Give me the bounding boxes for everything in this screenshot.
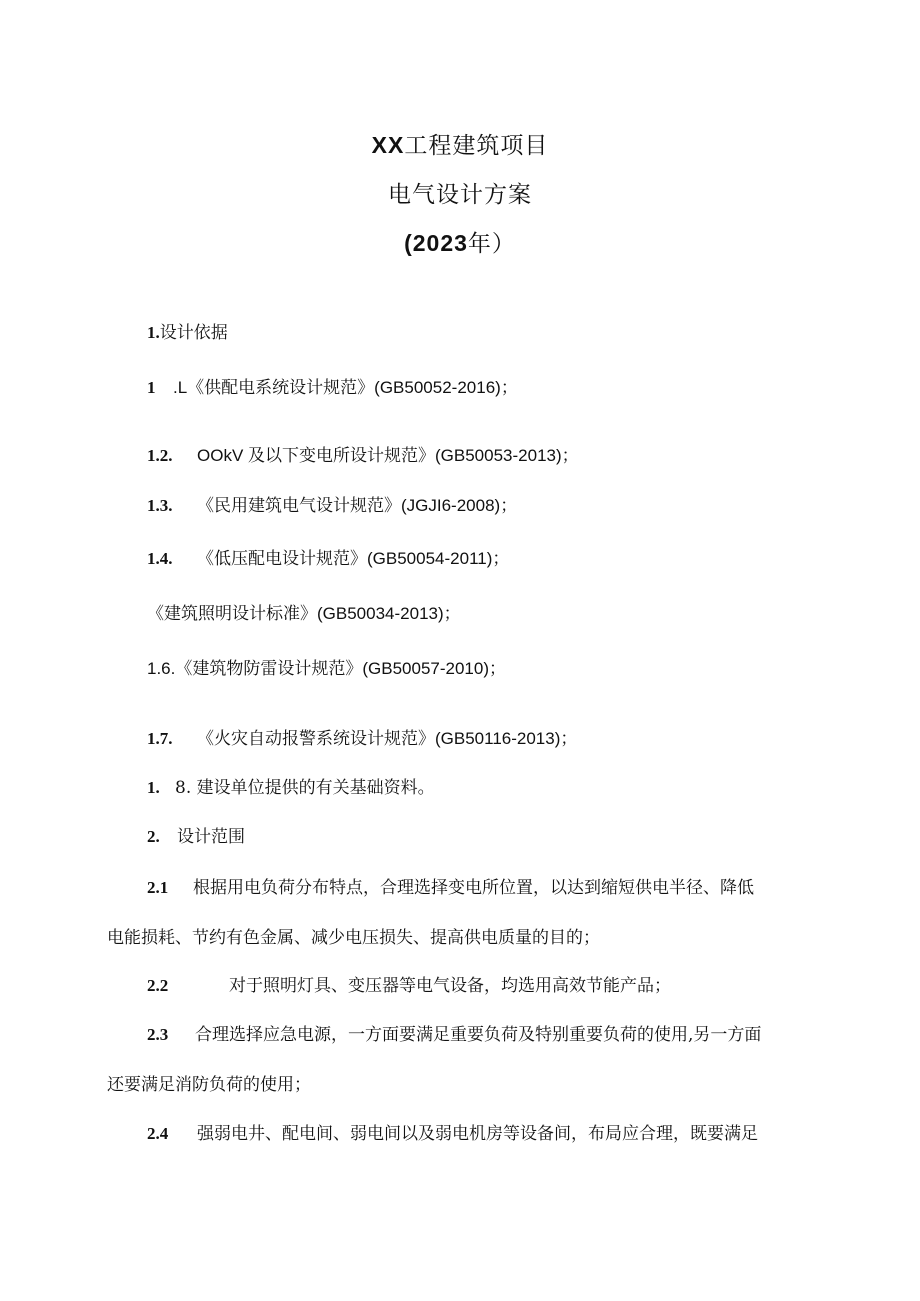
item-number: 2.4 [147,1124,169,1143]
item-number: 1 [147,378,156,397]
paragraph-item [147,974,671,998]
paragraph-item [147,876,754,900]
list-item [147,494,517,518]
doc-title-line1 [0,127,920,160]
item-number: 2.3 [147,1025,169,1044]
list-item [147,376,518,400]
item-text: 《火灾自动报警系统设计规范》(GB50116-2013)； [197,729,578,748]
paragraph-continuation: 电能损耗、节约有色金属、减少电压损失、提高供电质量的目的； [107,928,600,948]
item-number: 1.3. [147,496,173,515]
item-text: 根据用电负荷分布特点，合理选择变电所位置，以达到缩短供电半径、降低 [193,878,754,898]
list-item [147,547,509,571]
list-item [147,727,577,751]
item-number: 2.1 [147,878,169,897]
doc-title-line3 [0,225,920,258]
item-text: OOkV 及以下变电所设计规范》(GB50053-2013)； [197,446,579,465]
title-text: 工程建筑项目 [404,133,549,159]
paragraph-item [147,1122,758,1146]
list-item [147,776,435,800]
section1-heading [147,321,228,345]
item-text: 《建筑照明设计标准》(GB50034-2013)； [147,604,461,623]
list-item [147,657,506,681]
paragraph-continuation: 还要满足消防负荷的使用； [107,1075,311,1095]
item-text: 合理选择应急电源，一方面要满足重要负荷及特别重要负荷的使用,另一方面 [195,1025,762,1045]
item-text: 强弱电井、配电间、弱电间以及弱电机房等设备间，布局应合理，既要满足 [197,1124,758,1144]
item-text: 8. 建设单位提供的有关基础资料。 [175,778,435,798]
item-text: .L《供配电系统设计规范》(GB50052-2016)； [173,378,518,397]
paragraph-item [147,1023,761,1047]
item-text: 《低压配电设计规范》(GB50054-2011)； [197,549,510,568]
title-year-suffix: 年） [467,231,516,257]
item-number: 2.2 [147,976,169,995]
item-number: 1. [147,778,160,797]
item-number: 1.6 [147,659,171,678]
section-number: 1. [147,323,160,342]
title-year: (2023 [404,230,468,256]
item-number: 1.7. [147,729,173,748]
list-item [147,444,579,468]
item-text: .《建筑物防雷设计规范》(GB50057-2010)； [170,659,506,678]
section2-heading [147,825,245,849]
section-title: 设计依据 [159,323,228,343]
item-text: 《民用建筑电气设计规范》(JGJI6-2008)； [197,496,518,515]
list-item [147,602,461,626]
section-number: 2. [147,827,160,846]
doc-title-line2: 电气设计方案 [388,182,532,208]
section-title: 设计范围 [177,827,245,847]
item-number: 1.2. [147,446,173,465]
title-prefix: XX [371,132,405,158]
item-text: 对于照明灯具、变压器等电气设备，均选用高效节能产品； [229,976,671,996]
item-number: 1.4. [147,549,173,568]
